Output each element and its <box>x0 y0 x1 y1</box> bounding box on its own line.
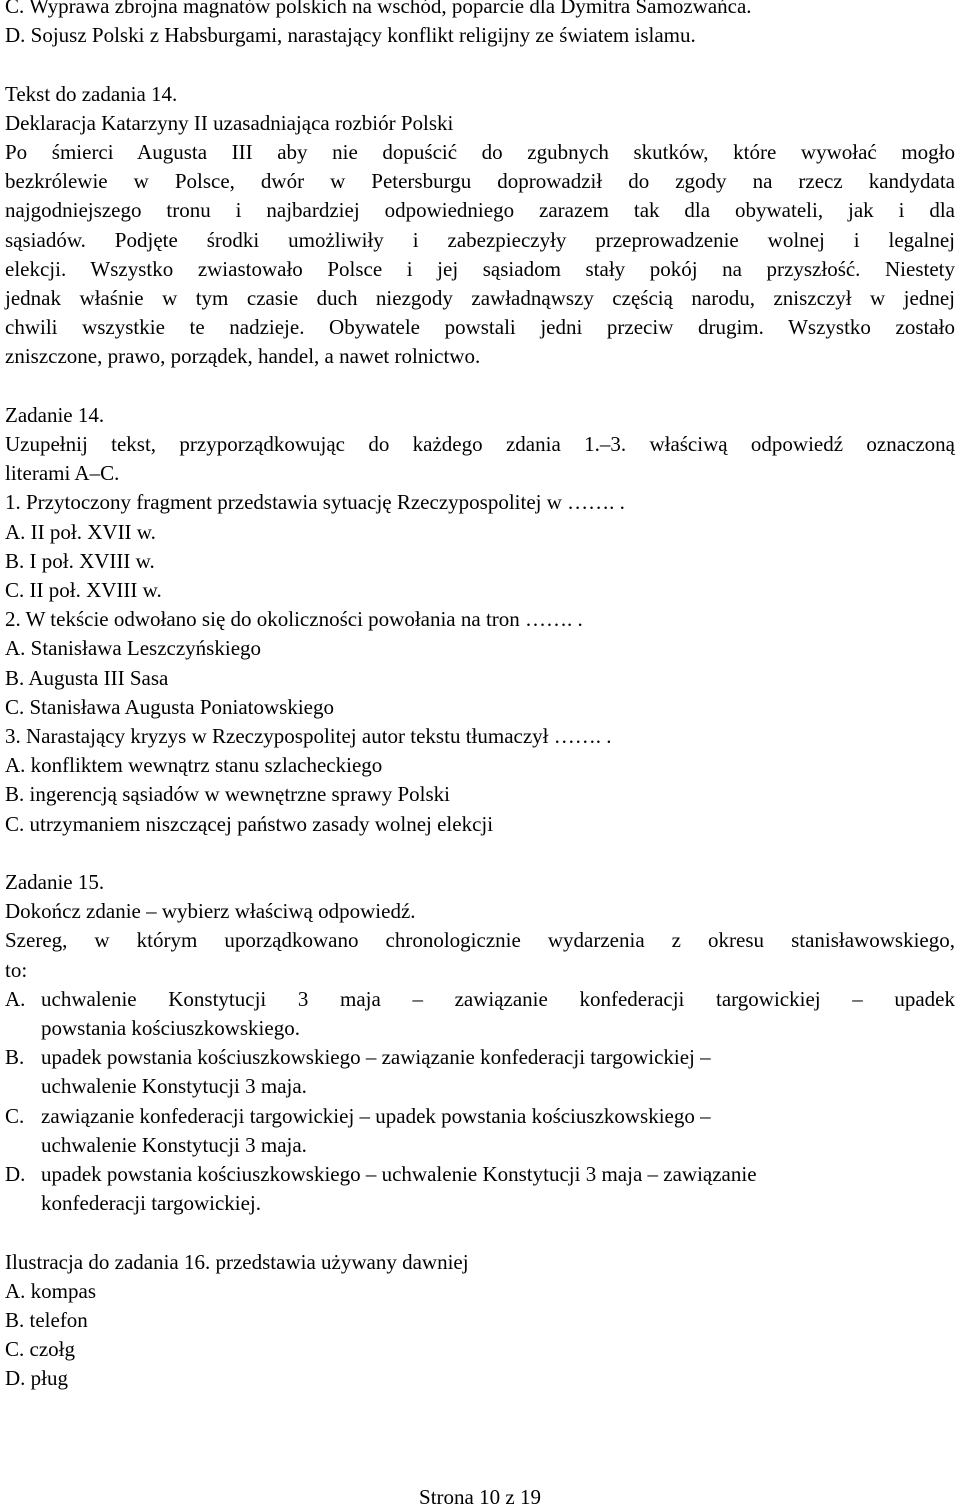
task-instruction: Uzupełnij tekst, przyporządkowując do każdego zdania 1.–3. właściwą odpowiedź oznaczoną <box>5 432 955 457</box>
task-title: Zadanie 14. <box>5 402 105 427</box>
source-line: najgodniejszego tronu i najbardziej odpowiedniego zarazem tak dla obywateli, jak i dla <box>5 198 955 223</box>
answer-option: C. czołg <box>5 1337 75 1362</box>
answer-option-c <box>5 1102 955 1160</box>
option-text <box>41 1102 955 1160</box>
option-line: uchwalenie Konstytucji 3 maja. <box>41 1132 307 1157</box>
answer-option: B. Augusta III Sasa <box>5 665 169 690</box>
answer-option: B. I poł. XVIII w. <box>5 548 155 573</box>
answer-option: A. kompas <box>5 1278 96 1303</box>
option-line: uchwalenie Konstytucji 3 maja – zawiązanie konfederacji targowickiej – upadek <box>41 986 955 1011</box>
task-title: Zadanie 15. <box>5 870 105 895</box>
task-question: Ilustracja do zadania 16. przedstawia używany dawniej <box>5 1249 469 1274</box>
task-instruction: Dokończ zdanie – wybierz właściwą odpowiedź. <box>5 899 416 924</box>
option-text <box>41 985 955 1043</box>
option-letter: A. <box>5 986 26 1011</box>
answer-option: B. ingerencją sąsiadów w wewnętrzne sprawy Polski <box>5 782 450 807</box>
spacer <box>5 372 955 401</box>
task-16 <box>5 1248 955 1394</box>
page-content <box>5 0 955 1394</box>
task-question: Szereg, w którym uporządkowano chronologicznie wydarzenia z okresu stanisławowskiego, <box>5 928 955 953</box>
task-instruction: literami A–C. <box>5 461 120 486</box>
answer-option: C. Stanisława Augusta Poniatowskiego <box>5 694 334 719</box>
option-text <box>41 1160 955 1218</box>
option-letter: B. <box>5 1045 25 1070</box>
source-heading: Tekst do zadania 14. <box>5 81 178 106</box>
answer-option: A. konfliktem wewnątrz stanu szlacheckiego <box>5 753 383 778</box>
question-3: 3. Narastający kryzys w Rzeczypospolitej autor tekstu tłumaczył ……. . <box>5 724 612 749</box>
answer-option-a <box>5 985 955 1043</box>
question-2: 2. W tekście odwołano się do okoliczności powołania na tron ……. . <box>5 607 583 632</box>
spacer <box>5 1218 955 1247</box>
answer-option-b <box>5 1043 955 1101</box>
answer-option: B. telefon <box>5 1308 88 1333</box>
option-line: powstania kościuszkowskiego. <box>41 1016 300 1041</box>
option-letter: D. <box>5 1162 26 1187</box>
source-line: zniszczone, prawo, porządek, handel, a nawet rolnictwo. <box>5 344 481 369</box>
spacer <box>5 839 955 868</box>
source-line: jednak właśnie w tym czasie duch niezgody zawładnąwszy częścią narodu, zniszczył w jednej <box>5 286 955 311</box>
page-footer <box>0 1483 960 1512</box>
option-letter: C. <box>5 1103 25 1128</box>
option-line: zawiązanie konfederacji targowickiej – upadek powstania kościuszkowskiego – <box>41 1103 711 1128</box>
spacer <box>5 50 955 79</box>
option-d: D. Sojusz Polski z Habsburgami, narastający konflikt religijny ze światem islamu. <box>5 23 696 48</box>
task-question: to: <box>5 957 28 982</box>
source-line: chwili wszystkie te nadzieje. Obywatele powstali jedni przeciw drugim. Wszystko zostało <box>5 315 955 340</box>
option-line: upadek powstania kościuszkowskiego – zawiązanie konfederacji targowickiej – <box>41 1045 711 1070</box>
previous-task-options <box>5 0 955 50</box>
page-number: Strona 10 z 19 <box>419 1485 541 1509</box>
source-line: sąsiadów. Podjęte środki umożliwiły i zabezpieczyły przeprowadzenie wolnej i legalnej <box>5 227 955 252</box>
option-line: konfederacji targowickiej. <box>41 1191 262 1216</box>
source-line: bezkrólewie w Polsce, dwór w Petersburgu doprowadził do zgody na rzecz kandydata <box>5 169 955 194</box>
option-c: C. Wyprawa zbrojna magnatów polskich na wschód, poparcie dla Dymitra Samozwańca. <box>5 0 752 18</box>
answer-option: A. II poł. XVII w. <box>5 519 156 544</box>
source-line: Po śmierci Augusta III aby nie dopuścić do zgubnych skutków, które wywołać mogło <box>5 140 955 164</box>
answer-option: C. utrzymaniem niszczącej państwo zasady wolnej elekcji <box>5 811 494 836</box>
source-title: Deklaracja Katarzyny II uzasadniająca rozbiór Polski <box>5 110 454 135</box>
task-14 <box>5 401 955 839</box>
option-text <box>41 1043 955 1101</box>
answer-option: A. Stanisława Leszczyńskiego <box>5 636 262 661</box>
answer-option: C. II poł. XVIII w. <box>5 578 162 603</box>
answer-option-d <box>5 1160 955 1218</box>
option-line: upadek powstania kościuszkowskiego – uchwalenie Konstytucji 3 maja – zawiązanie <box>41 1162 757 1187</box>
question-1: 1. Przytoczony fragment przedstawia sytuację Rzeczypospolitej w ……. . <box>5 490 625 515</box>
task-15 <box>5 868 955 1218</box>
source-text <box>5 109 955 372</box>
answer-option: D. pług <box>5 1366 68 1391</box>
option-line: uchwalenie Konstytucji 3 maja. <box>41 1074 307 1099</box>
source-line: elekcji. Wszystko zwiastowało Polsce i jej sąsiadom stały pokój na przyszłość. Niestety <box>5 256 955 281</box>
